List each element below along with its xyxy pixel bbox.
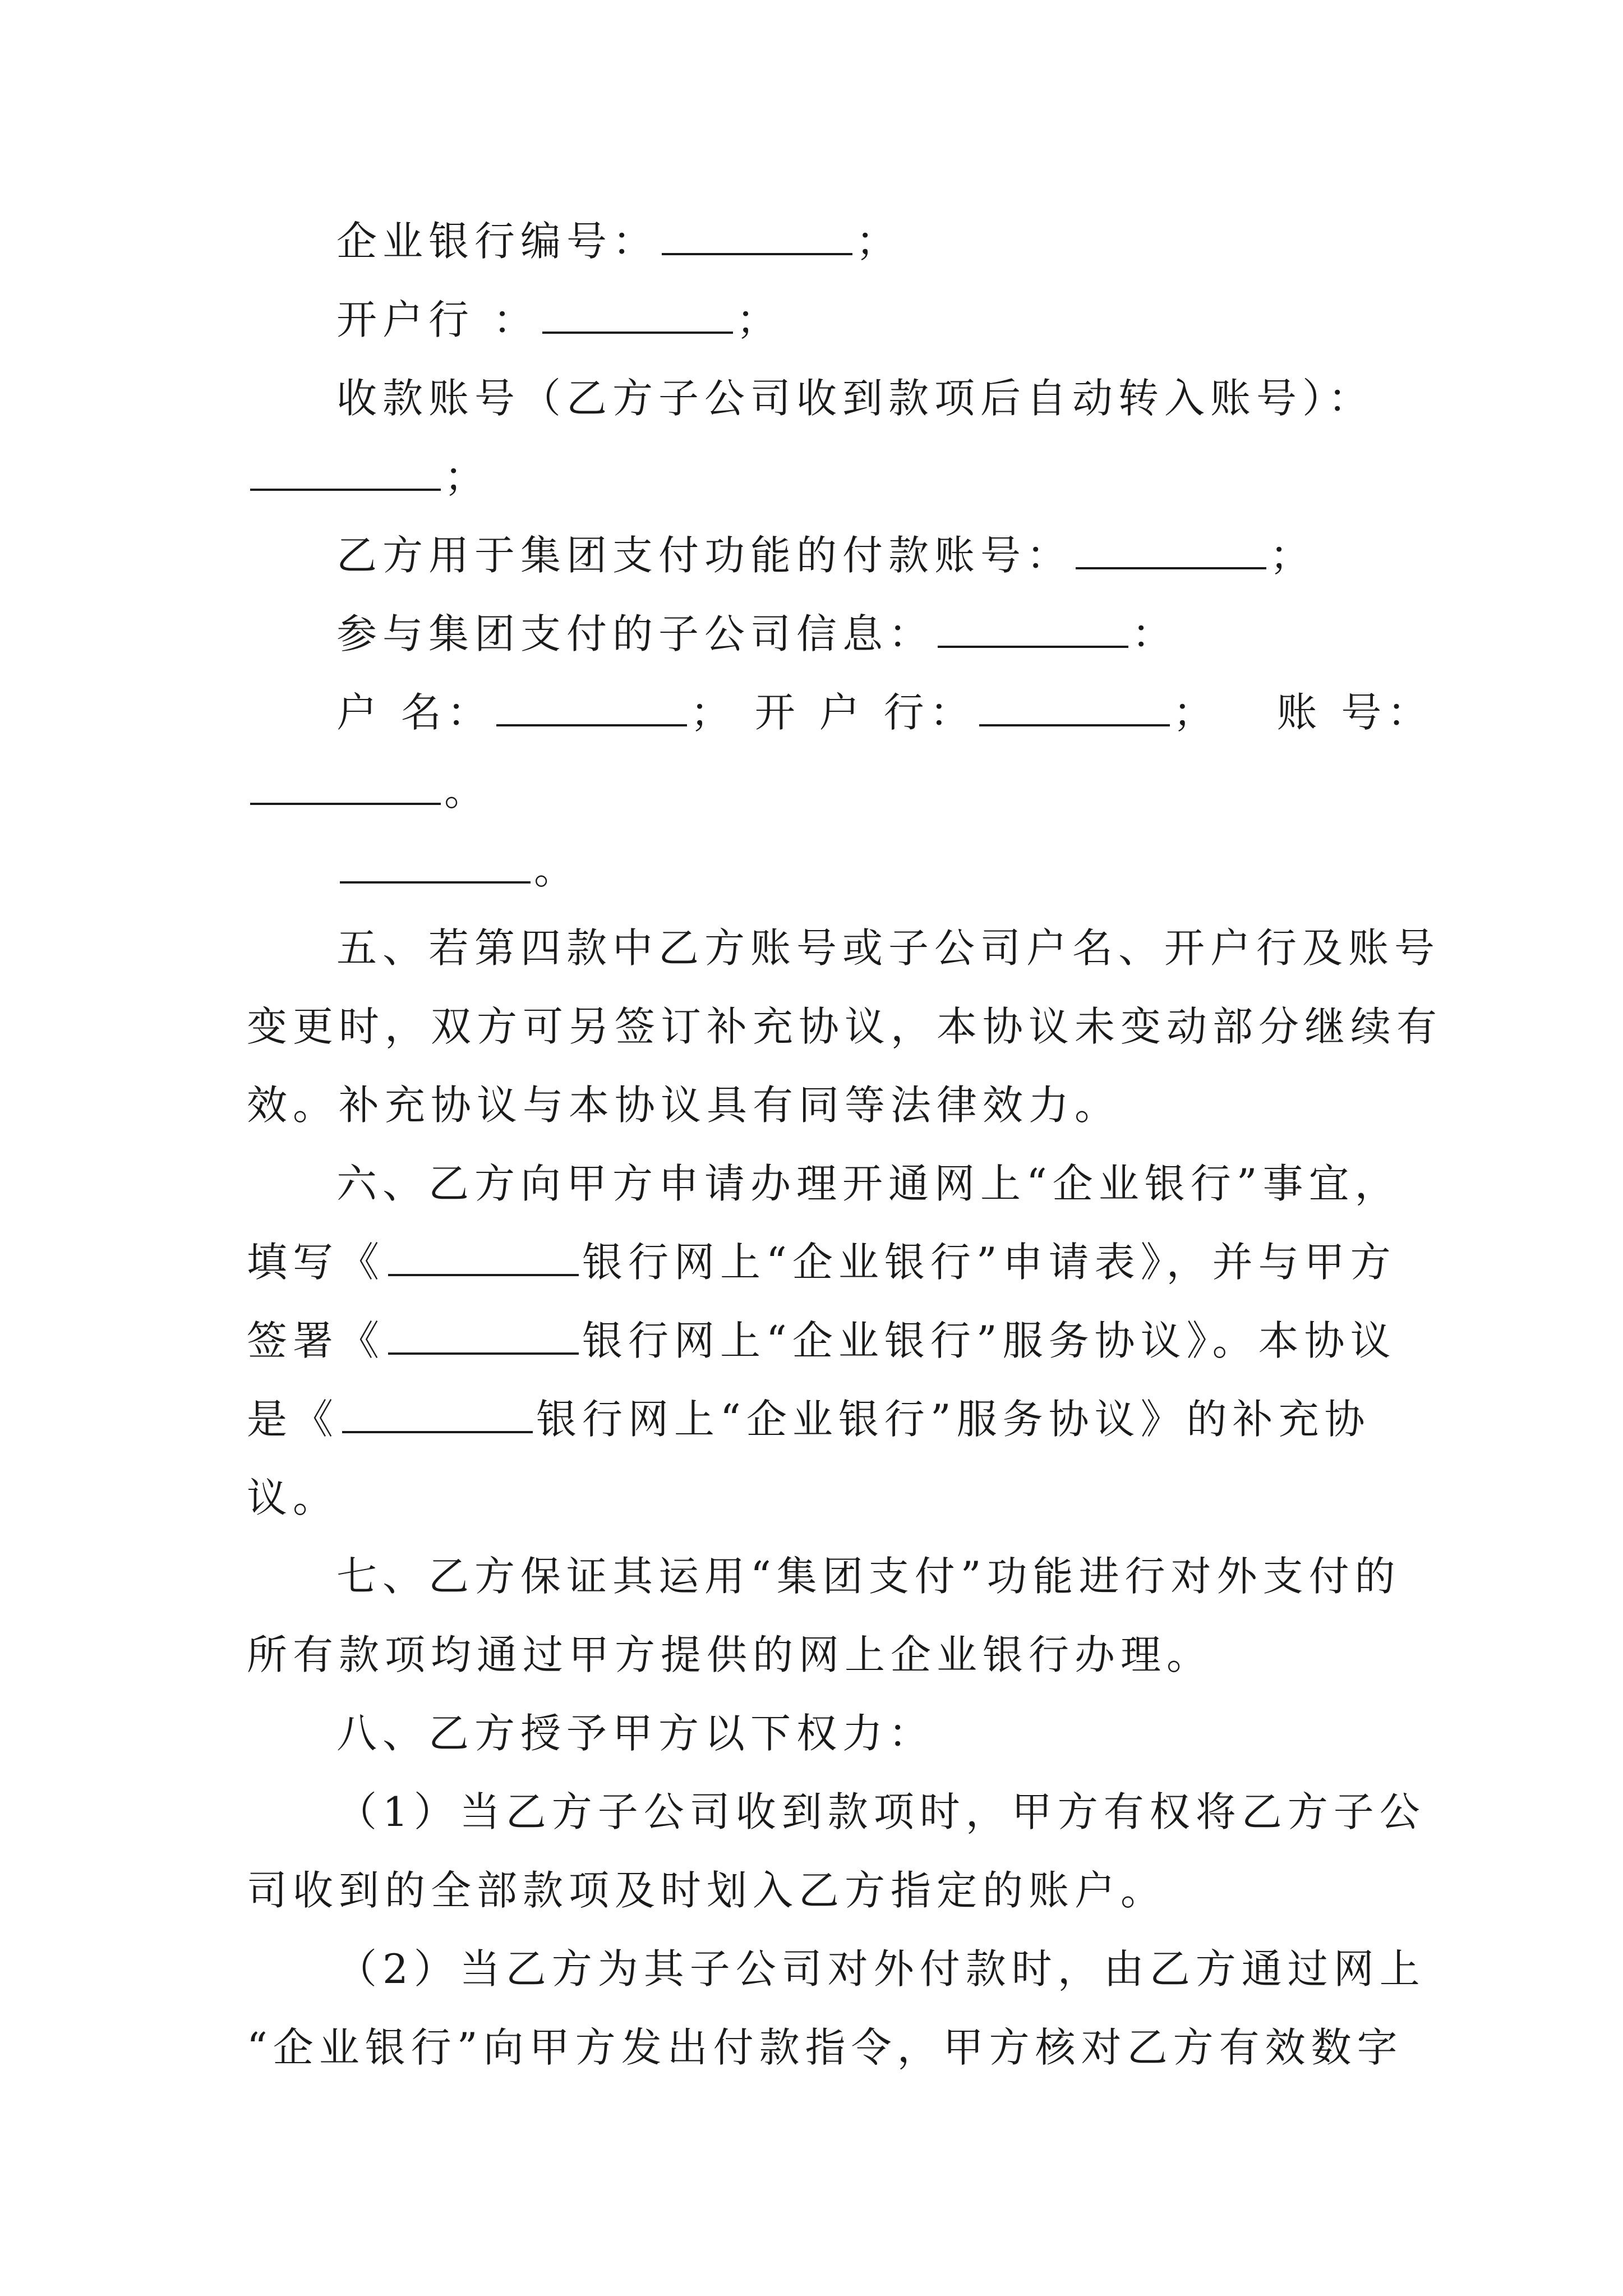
receive-account-blank xyxy=(250,455,441,491)
clause-six-line-4 xyxy=(247,1380,1380,1458)
account-name-label: 户 名： xyxy=(336,689,493,736)
extra-blank xyxy=(340,848,531,884)
punctuation: ； xyxy=(856,218,902,265)
bank-name-blank xyxy=(388,1319,579,1355)
clause-six-text: 银行网上“企业银行”服务协议》的补充协 xyxy=(536,1396,1371,1443)
subsidiary-account-line xyxy=(247,673,1433,752)
document-body xyxy=(247,202,1443,2087)
punctuation: ； xyxy=(1173,689,1219,736)
account-name-blank xyxy=(496,691,687,726)
clause-eight-item-1-line-1: （1）当乙方子公司收到款项时，甲方有权将乙方子公 xyxy=(336,1788,1426,1835)
punctuation: ； xyxy=(444,453,491,500)
punctuation: ； xyxy=(1270,532,1316,579)
sub-open-bank-label: 开 户 行： xyxy=(754,689,976,736)
punctuation: ； xyxy=(690,689,736,736)
clause-six-text: 填写《 xyxy=(247,1239,385,1286)
payment-account-line xyxy=(247,516,1380,595)
payment-account-label: 乙方用于集团支付功能的付款账号： xyxy=(336,532,1073,579)
punctuation: 。 xyxy=(534,846,580,893)
open-bank-line xyxy=(247,280,1380,359)
subsidiary-info-blank xyxy=(938,612,1128,648)
bank-code-blank xyxy=(662,219,852,255)
sub-account-blank xyxy=(250,769,441,805)
receive-account-blank-line xyxy=(247,438,1380,516)
punctuation: ； xyxy=(736,296,782,343)
clause-six-line-3 xyxy=(247,1301,1396,1380)
sub-account-blank-line xyxy=(247,752,1380,830)
clause-six-text: 银行网上“企业银行”服务协议》。本协议 xyxy=(582,1317,1396,1364)
clause-six-text: 银行网上“企业银行”申请表》，并与甲方 xyxy=(582,1239,1396,1286)
receive-account-line xyxy=(247,359,1380,438)
punctuation: ： xyxy=(1132,610,1178,657)
punctuation: 。 xyxy=(444,767,491,815)
clause-six-line-2 xyxy=(247,1223,1396,1301)
payment-account-blank xyxy=(1076,533,1266,569)
bank-name-blank xyxy=(342,1397,533,1433)
clause-eight-item-1-line-2: 司收到的全部款项及时划入乙方指定的账户。 xyxy=(247,1867,1167,1914)
clause-seven-line-2: 所有款项均通过甲方提供的网上企业银行办理。 xyxy=(247,1631,1213,1678)
subsidiary-info-label: 参与集团支付的子公司信息： xyxy=(336,610,935,657)
bank-code-line xyxy=(247,202,1380,280)
clause-five-line-3: 效。补充协议与本协议具有同等法律效力。 xyxy=(247,1082,1121,1129)
sub-account-label: 账 号： xyxy=(1276,689,1433,736)
extra-blank-line xyxy=(247,830,1380,909)
clause-six-text: 签署《 xyxy=(247,1317,385,1364)
clause-seven-line-1: 七、乙方保证其运用“集团支付”功能进行对外支付的 xyxy=(336,1553,1401,1600)
receive-account-label: 收款账号（乙方子公司收到款项后自动转入账号）： xyxy=(336,375,1375,422)
clause-five-line-1: 五、若第四款中乙方账号或子公司户名、开户行及账号 xyxy=(336,924,1441,972)
clause-eight-item-2-line-2: “企业银行”向甲方发出付款指令，甲方核对乙方有效数字 xyxy=(247,2024,1403,2071)
sub-open-bank-blank xyxy=(979,691,1170,726)
open-bank-label: 开户行 ： xyxy=(336,296,539,343)
clause-eight-item-2-line-1: （2）当乙方为其子公司对外付款时，由乙方通过网上 xyxy=(336,1945,1426,1993)
clause-five-line-2: 变更时，双方可另签订补充协议，本协议未变动部分继续有 xyxy=(247,1003,1443,1050)
clause-eight-line-1: 八、乙方授予甲方以下权力： xyxy=(336,1710,935,1757)
subsidiary-info-line xyxy=(247,595,1380,673)
clause-six-text: 是《 xyxy=(247,1396,339,1443)
open-bank-blank xyxy=(542,298,733,334)
bank-name-blank xyxy=(388,1240,579,1276)
bank-code-label: 企业银行编号： xyxy=(336,218,659,265)
clause-six-line-1: 六、乙方向甲方申请办理开通网上“企业银行”事宜， xyxy=(336,1160,1401,1207)
clause-six-line-5: 议。 xyxy=(247,1474,339,1521)
